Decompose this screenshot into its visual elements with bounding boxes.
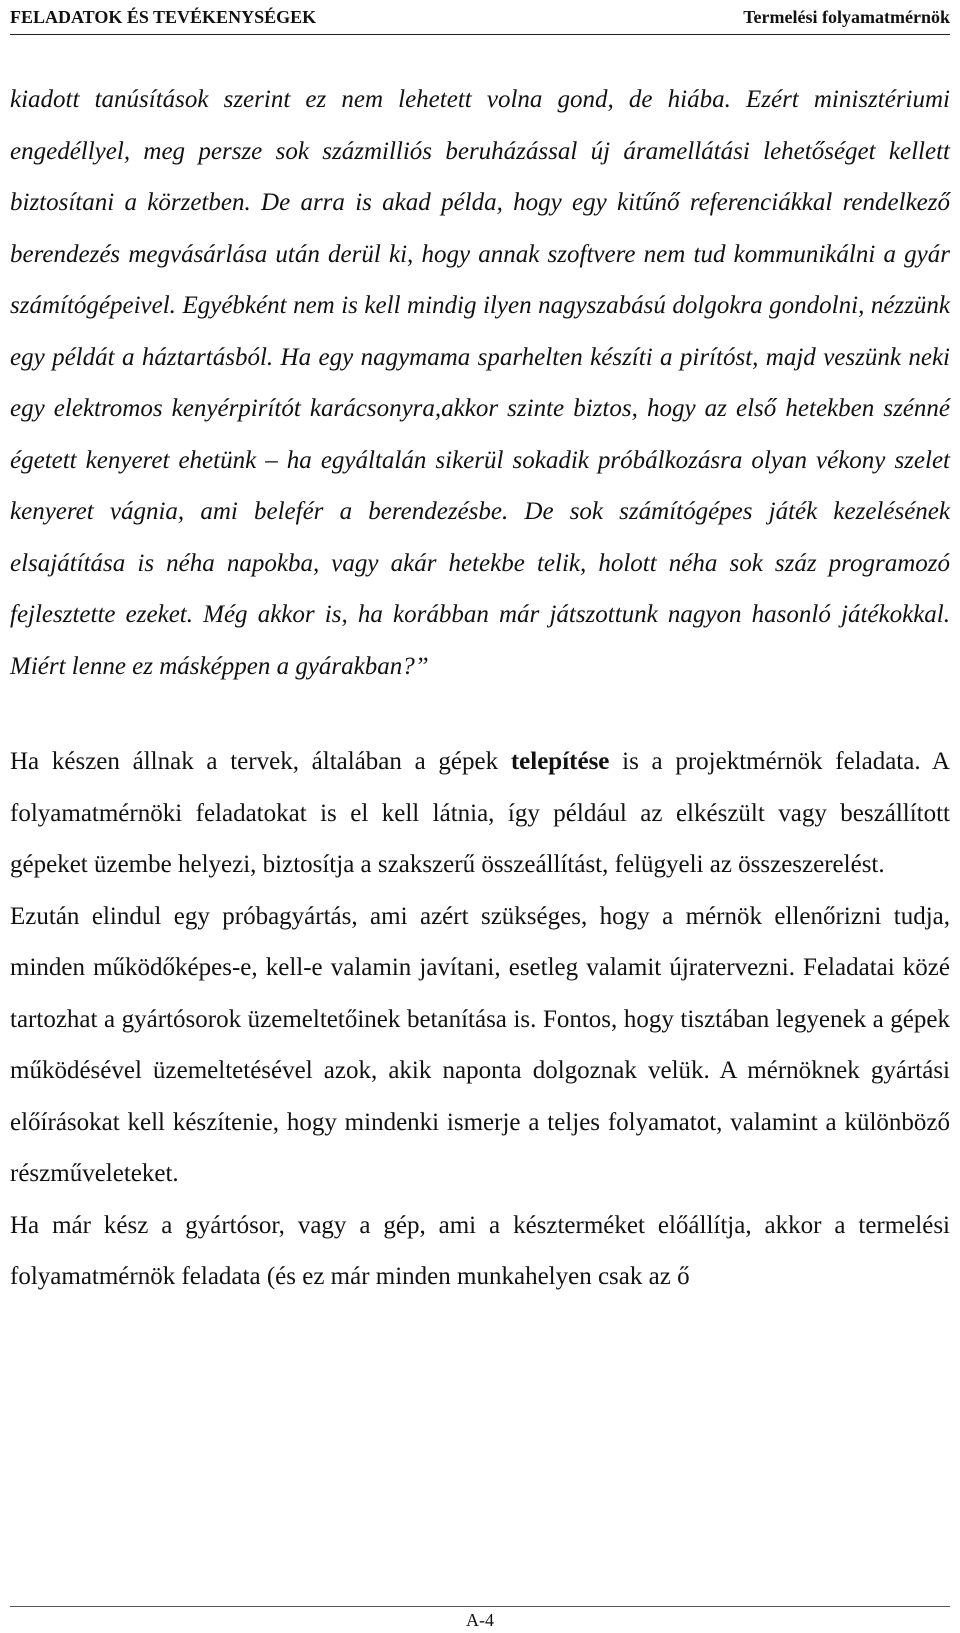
page-body <box>10 74 950 1303</box>
header-section-title: FELADATOK ÉS TEVÉKENYSÉGEK <box>10 7 317 27</box>
footer-divider <box>10 1606 950 1607</box>
page-number: A-4 <box>466 1610 494 1630</box>
quote-paragraph: kiadott tanúsítások szerint ez nem lehetett volna gond, de hiába. Ezért minisztériumi engedéllyel, meg persze sok százmilliós beruházással új áramellátási lehetőséget kellett biztosítani a körzetben. De arra is akad példa, hogy egy kitűnő referenciákkal rendelkező berendezés megvásárlása után derül ki, hogy annak szoftvere nem tud kommunikálni a gyár számítógépeivel. Egyébként nem is kell mindig ilyen nagyszabású dolgokra gondolni, nézzünk egy példát a háztartásból. Ha egy nagymama sparhelten készíti a pirítóst, majd veszünk neki egy elektromos kenyérpirítót karácsonyra,akkor szinte biztos, hogy az első hetekben szénné égetett kenyeret ehetünk – ha egyáltalán sikerül sokadik próbálkozásra olyan vékony szelet kenyeret vágnia, ami belefér a berendezésbe. De sok számítógépes játék kezelésének elsajátítása is néha napokba, vagy akár hetekbe telik, holott néha sok száz programozó fejlesztette ezeket. Még akkor is, ha korábban már játszottunk nagyon hasonló játékokkal. Miért lenne ez másképpen a gyárakban?” <box>10 86 950 680</box>
body-paragraph-trial-production: Ezután elindul egy próbagyártás, ami azért szükséges, hogy a mérnök ellenőrizni tudja, minden működőképes-e, kell-e valamin javítani, esetleg valamit újratervezni. Feladatai közé tartozhat a gyártósorok üzemeltetőinek betanítása is. Fontos, hogy tisztában legyenek a gépek működésével üzemeltetésével azok, akik naponta dolgoznak velük. A mérnöknek gyártási előírásokat kell készítenie, hogy mindenki ismerje a teljes folyamatot, valamint a különböző részműveleteket. <box>10 902 950 1187</box>
paragraph-text: is a projektmérnök feladata. A folyamatmérnöki feladatokat is el kell látnia, így például az elkészült vagy beszállított gépeket üzembe helyezi, biztosítja a szakszerű összeállítást, felügyeli az összeszerelést. <box>10 748 950 878</box>
body-paragraph-production-line: Ha már kész a gyártósor, vagy a gép, ami a készterméket előállítja, akkor a termelési folyamatmérnök feladata (és ez már minden munkahelyen csak az ő <box>10 1211 950 1290</box>
body-paragraph-installation <box>10 736 950 891</box>
header-chapter-title: Termelési folyamatmérnök <box>743 7 950 27</box>
emphasized-term: telepítése <box>510 748 610 775</box>
paragraph-text: Ha készen állnak a tervek, általában a gépek <box>10 748 511 775</box>
page-header <box>10 4 950 35</box>
